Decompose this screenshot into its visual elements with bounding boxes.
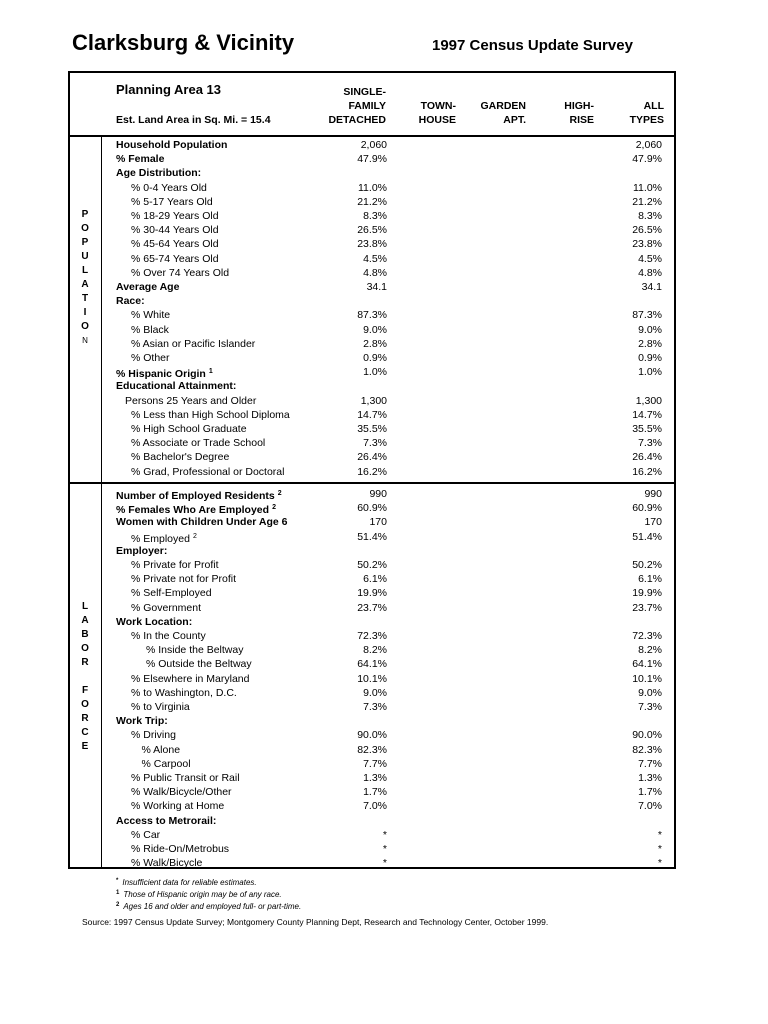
value-all-types: 35.5% <box>632 423 662 435</box>
value-single-family: 11.0% <box>358 181 387 194</box>
header-divider <box>70 135 674 137</box>
side-label-letter: O <box>81 321 89 332</box>
value-single-family: 26.5% <box>357 224 387 237</box>
table-row <box>70 166 674 180</box>
footnote: $^1$ Those of Hispanic origin may be of any race. <box>116 890 282 899</box>
row-label: % 18-29 Years Old <box>131 210 219 222</box>
table-row <box>70 615 674 629</box>
table-row <box>70 138 674 152</box>
row-label: % Elsewhere in Maryland <box>131 672 250 685</box>
data-table <box>68 71 676 869</box>
row-label: Women with Children Under Age 6 <box>116 516 288 529</box>
table-row <box>70 586 674 600</box>
row-label: % 30-44 Years Old <box>131 224 219 237</box>
value-single-family: 23.7% <box>357 601 387 614</box>
row-label: % Alone <box>141 743 181 756</box>
table-row <box>70 799 674 813</box>
table-row <box>70 308 674 322</box>
footnote-marker: 1 <box>208 368 213 376</box>
column-header-garden-apt <box>470 99 526 127</box>
table-row <box>70 351 674 365</box>
value-single-family: 47.9% <box>357 153 387 166</box>
row-label: % Inside the Beltway <box>146 644 244 657</box>
value-all-types: 47.9% <box>632 153 662 166</box>
table-row <box>70 152 674 166</box>
row-label: % In the County <box>131 630 206 642</box>
side-label-letter: P <box>81 209 89 220</box>
value-all-types: 4.5% <box>638 252 662 265</box>
side-label-letter: P <box>81 237 89 248</box>
row-label: % Hispanic Origin $^1$ <box>116 368 213 381</box>
value-single-family: 7.3% <box>363 701 387 713</box>
value-single-family: 2.8% <box>363 337 387 350</box>
value-all-types: 1,300 <box>635 394 662 407</box>
value-all-types: 11.0% <box>633 181 662 194</box>
table-row <box>70 450 674 464</box>
value-single-family: 170 <box>369 516 387 529</box>
side-label-letter: R <box>81 657 89 668</box>
table-row <box>70 337 674 351</box>
table-row <box>70 501 674 515</box>
column-header-line: HOUSE <box>418 114 456 126</box>
row-label: Access to Metrorail: <box>116 814 217 827</box>
planning-area-label: Planning Area 13 <box>116 82 221 97</box>
value-all-types: 0.9% <box>638 352 662 364</box>
value-all-types: 1.0% <box>638 366 662 379</box>
column-header-line: RISE <box>569 114 594 126</box>
value-all-types: 9.0% <box>638 323 662 336</box>
value-single-family: 35.5% <box>357 423 387 435</box>
value-all-types: 7.7% <box>638 757 662 770</box>
value-single-family: * <box>382 828 387 841</box>
value-all-types: 8.3% <box>638 210 662 222</box>
table-row <box>70 743 674 757</box>
value-single-family: 4.5% <box>363 252 387 265</box>
value-single-family: 26.4% <box>357 451 387 464</box>
row-label: % Less than High School Diploma <box>131 408 290 421</box>
value-single-family: 60.9% <box>357 502 387 515</box>
value-single-family: * <box>382 843 387 855</box>
source-note: Source: 1997 Census Update Survey; Montgomery County Planning Dept, Research and Technology Center, October 1999. <box>82 917 549 927</box>
table-row <box>70 700 674 714</box>
value-all-types: 23.8% <box>632 238 662 251</box>
value-all-types: 7.3% <box>638 701 662 713</box>
footnote-marker: 2 <box>277 490 282 497</box>
table-row <box>70 771 674 785</box>
side-label-letter: N <box>82 336 88 345</box>
column-header-all-types <box>610 99 664 127</box>
row-label: Persons 25 Years and Older <box>125 394 257 407</box>
value-all-types: 26.4% <box>632 451 662 464</box>
row-label: % Public Transit or Rail <box>131 772 240 784</box>
value-all-types: 2.8% <box>638 337 662 350</box>
value-single-family: 8.3% <box>363 210 387 222</box>
row-label: % 5-17 Years Old <box>131 195 213 208</box>
table-row <box>70 686 674 700</box>
value-single-family: 990 <box>369 488 387 500</box>
column-header-line: DETACHED <box>328 114 386 126</box>
page-subtitle: 1997 Census Update Survey <box>432 37 633 54</box>
table-row <box>70 530 674 544</box>
side-label-letter: E <box>81 741 89 752</box>
value-all-types: 2,060 <box>635 139 662 151</box>
row-label: % Car <box>131 828 161 841</box>
value-single-family: 23.8% <box>357 238 387 251</box>
row-label: % 0-4 Years Old <box>131 181 207 194</box>
column-header-townhouse <box>400 99 456 127</box>
table-row <box>70 643 674 657</box>
value-all-types: 7.0% <box>638 800 662 813</box>
row-label: % 45-64 Years Old <box>131 238 219 251</box>
value-all-types: 87.3% <box>632 309 662 322</box>
row-label: % Asian or Pacific Islander <box>131 337 256 350</box>
row-label: % to Virginia <box>131 701 190 713</box>
row-label: % Walk/Bicycle <box>131 857 203 870</box>
footnotes <box>116 876 301 912</box>
value-single-family: 1.0% <box>363 366 387 379</box>
table-row <box>70 515 674 529</box>
row-label: Work Location: <box>116 615 193 628</box>
value-single-family: 9.0% <box>363 686 387 699</box>
row-label: % White <box>131 309 171 322</box>
value-all-types: 1.3% <box>638 772 662 784</box>
value-single-family: 21.2% <box>357 195 387 208</box>
side-label-letter: U <box>81 251 89 262</box>
value-all-types: 8.2% <box>638 644 662 657</box>
value-all-types: 64.1% <box>632 658 662 671</box>
row-label: % Over 74 Years Old <box>131 266 230 279</box>
value-single-family: 1.3% <box>363 772 387 784</box>
value-single-family: 19.9% <box>357 587 387 600</box>
table-row <box>70 814 674 828</box>
row-label: % Driving <box>131 729 176 742</box>
table-row <box>70 672 674 686</box>
column-header-line: TYPES <box>629 114 664 126</box>
table-row <box>70 223 674 237</box>
row-label: % 65-74 Years Old <box>131 252 219 265</box>
table-row <box>70 572 674 586</box>
table-row <box>70 657 674 671</box>
value-all-types: 21.2% <box>632 195 662 208</box>
value-single-family: 64.1% <box>357 658 387 671</box>
table-row <box>70 422 674 436</box>
value-single-family: 7.0% <box>363 800 387 813</box>
row-label: % Female <box>116 153 165 166</box>
side-label-letter: B <box>81 629 89 640</box>
value-single-family: 14.7% <box>357 408 387 421</box>
value-all-types: 23.7% <box>632 601 662 614</box>
value-single-family: 7.7% <box>363 757 387 770</box>
side-label-letter: O <box>81 699 89 710</box>
side-label-letter: L <box>81 601 89 612</box>
table-row <box>70 828 674 842</box>
footnote: $^2$ Ages 16 and older and employed full- or part-time. <box>116 902 302 911</box>
footnote-mark: * <box>116 878 119 884</box>
table-row <box>70 487 674 501</box>
footnote-mark: 2 <box>116 902 120 908</box>
row-label: Age Distribution: <box>116 167 202 180</box>
value-single-family: * <box>382 857 387 870</box>
table-row <box>70 209 674 223</box>
side-label-letter: O <box>81 643 89 654</box>
value-all-types: 51.4% <box>632 530 662 543</box>
value-single-family: 51.4% <box>357 530 387 543</box>
column-header-line: FAMILY <box>348 100 386 112</box>
value-single-family: 34.1 <box>366 281 387 293</box>
value-all-types: 14.7% <box>632 408 662 421</box>
table-row <box>70 365 674 379</box>
value-all-types: 16.2% <box>632 465 662 478</box>
row-label: % Private not for Profit <box>131 573 237 586</box>
row-label: % Grad, Professional or Doctoral <box>131 465 285 478</box>
value-single-family: 72.3% <box>357 630 387 642</box>
column-header-line: ALL <box>643 100 664 112</box>
column-header-line: HIGH- <box>564 100 594 112</box>
value-all-types: 19.9% <box>632 587 662 600</box>
table-row <box>70 237 674 251</box>
table-row <box>70 294 674 308</box>
row-label: Employer: <box>116 544 168 557</box>
value-all-types: 34.1 <box>641 281 662 293</box>
row-label: % Females Who Are Employed $^2$ <box>116 504 276 517</box>
table-row <box>70 181 674 195</box>
column-header-line: TOWN- <box>420 100 456 112</box>
row-label: Educational Attainment: <box>116 380 237 393</box>
value-all-types: 9.0% <box>638 686 662 699</box>
value-single-family: 87.3% <box>357 309 387 322</box>
value-single-family: 4.8% <box>363 266 387 279</box>
value-single-family: 10.1% <box>357 672 387 685</box>
table-row <box>70 408 674 422</box>
section-divider <box>70 482 674 484</box>
side-label-letter: R <box>81 713 89 724</box>
row-label: % Walk/Bicycle/Other <box>131 786 232 799</box>
row-label: % High School Graduate <box>131 423 247 435</box>
table-row <box>70 394 674 408</box>
row-label: % Black <box>131 323 169 336</box>
row-label: Work Trip: <box>116 715 168 728</box>
value-single-family: 1.7% <box>363 786 387 799</box>
table-row <box>70 629 674 643</box>
value-single-family: 6.1% <box>363 573 387 586</box>
table-row <box>70 558 674 572</box>
side-label-letter: A <box>81 615 89 626</box>
footnote: * Insufficient data for reliable estimates. <box>116 878 257 887</box>
value-all-types: 6.1% <box>638 573 662 586</box>
value-all-types: 7.3% <box>638 437 662 450</box>
value-single-family: 90.0% <box>357 729 387 742</box>
row-label: Race: <box>116 295 145 308</box>
value-all-types: * <box>657 857 662 870</box>
table-row <box>70 252 674 266</box>
value-single-family: 2,060 <box>360 139 387 151</box>
value-single-family: 7.3% <box>363 437 387 450</box>
value-all-types: 4.8% <box>638 266 662 279</box>
side-label-letter: A <box>81 279 89 290</box>
side-label-letter: C <box>81 727 89 738</box>
side-label-letter: O <box>81 223 89 234</box>
value-single-family: 50.2% <box>357 559 387 571</box>
row-label: % Other <box>131 352 170 364</box>
row-label: % Private for Profit <box>131 559 219 571</box>
table-row <box>70 601 674 615</box>
value-all-types: 990 <box>644 488 662 500</box>
row-label: % Outside the Beltway <box>146 658 252 671</box>
value-all-types: 50.2% <box>632 559 662 571</box>
value-all-types: 82.3% <box>632 743 662 756</box>
row-label: % Working at Home <box>131 800 225 813</box>
table-row <box>70 842 674 856</box>
column-header-high-rise <box>540 99 594 127</box>
row-label: % Government <box>131 601 202 614</box>
footnote-marker: 2 <box>192 532 197 540</box>
value-all-types: 90.0% <box>632 729 662 742</box>
footnote-marker: 2 <box>272 504 276 512</box>
row-label: % Associate or Trade School <box>131 437 266 450</box>
value-all-types: 1.7% <box>638 786 662 799</box>
value-all-types: 26.5% <box>632 224 662 237</box>
page-title: Clarksburg & Vicinity <box>72 30 295 55</box>
value-all-types: 170 <box>644 516 662 529</box>
value-all-types: 72.3% <box>632 630 662 642</box>
row-label: Average Age <box>116 281 180 293</box>
value-single-family: 82.3% <box>357 743 387 756</box>
table-row <box>70 544 674 558</box>
value-all-types: * <box>657 828 662 841</box>
table-row <box>70 785 674 799</box>
value-single-family: 8.2% <box>363 644 387 657</box>
table-row <box>70 728 674 742</box>
value-single-family: 1,300 <box>360 394 387 407</box>
row-label: Number of Employed Residents $^2$ <box>116 490 282 502</box>
row-label: % Employed $^2$ <box>131 532 197 545</box>
value-single-family: 9.0% <box>363 323 387 336</box>
table-row <box>70 436 674 450</box>
land-area-label: Est. Land Area in Sq. Mi. = 15.4 <box>116 114 271 126</box>
row-label: % Ride-On/Metrobus <box>131 843 230 855</box>
row-label: % Bachelor's Degree <box>131 451 230 464</box>
row-label: % Carpool <box>141 757 191 770</box>
side-label-letter: T <box>81 293 89 304</box>
footnote-mark: 1 <box>116 890 120 896</box>
table-row <box>70 266 674 280</box>
column-header-line: SINGLE- <box>343 86 386 98</box>
side-label-letter: I <box>83 307 87 318</box>
value-all-types: 10.1% <box>632 672 662 685</box>
value-all-types: * <box>657 843 662 855</box>
value-single-family: 16.2% <box>357 465 387 478</box>
column-header-line: GARDEN <box>480 100 526 112</box>
table-row <box>70 323 674 337</box>
table-row <box>70 714 674 728</box>
row-label: % to Washington, D.C. <box>131 686 237 699</box>
column-header-single-family <box>320 85 386 127</box>
row-label: Household Population <box>116 139 228 151</box>
table-row <box>70 757 674 771</box>
value-all-types: 60.9% <box>632 502 662 515</box>
column-header-line: APT. <box>503 114 526 126</box>
table-row <box>70 280 674 294</box>
side-label-letter: L <box>81 265 89 276</box>
table-row <box>70 379 674 393</box>
table-row <box>70 856 674 870</box>
table-row <box>70 465 674 479</box>
value-single-family: 0.9% <box>363 352 387 364</box>
row-label: % Self-Employed <box>131 587 212 600</box>
side-label-letter: F <box>81 685 89 696</box>
table-row <box>70 195 674 209</box>
